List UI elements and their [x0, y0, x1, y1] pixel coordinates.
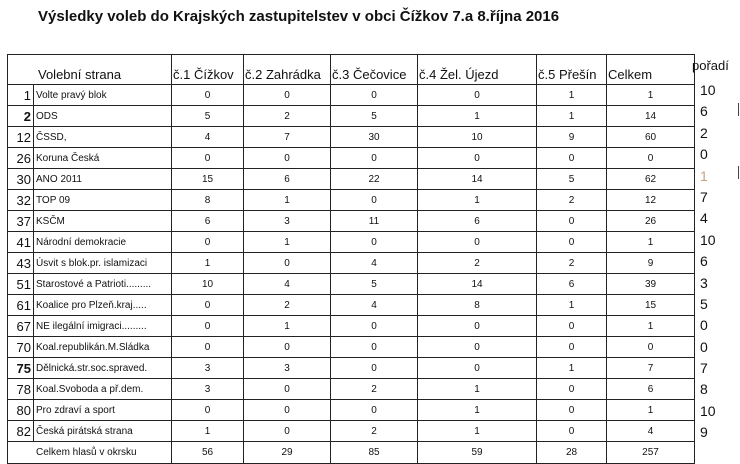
vote-cell: 1: [537, 85, 607, 106]
vote-cell: 8: [418, 295, 537, 316]
vote-cell: 0: [331, 316, 418, 337]
party-name: Starostové a Patrioti.........: [34, 274, 172, 295]
vote-cell: 0: [537, 337, 607, 358]
total-cell: 62: [607, 169, 695, 190]
vote-cell: 0: [244, 253, 331, 274]
header-col2: č.2 Zahrádka: [244, 55, 331, 85]
party-name: Úsvit s blok.pr. islamizaci: [34, 253, 172, 274]
vote-cell: 0: [172, 337, 244, 358]
vote-cell: 0: [172, 85, 244, 106]
header-col1: č.1 Čížkov: [172, 55, 244, 85]
header-col3: č.3 Čečovice: [331, 55, 418, 85]
vote-cell: 11: [331, 211, 418, 232]
table-row: [8, 148, 695, 169]
vote-cell: 0: [418, 316, 537, 337]
total-sum-cell: 85: [331, 442, 418, 464]
party-name: Česká pirátská strana: [34, 421, 172, 442]
vote-cell: 0: [537, 379, 607, 400]
rank-value: 0: [700, 338, 708, 355]
vote-cell: 10: [172, 274, 244, 295]
header-total: Celkem: [607, 55, 695, 85]
vote-cell: 0: [418, 85, 537, 106]
vote-cell: 0: [537, 211, 607, 232]
party-name: ČSSD,: [34, 127, 172, 148]
vote-cell: 6: [537, 274, 607, 295]
vote-cell: 5: [172, 106, 244, 127]
rank-value: 7: [700, 360, 708, 377]
vote-cell: 1: [537, 295, 607, 316]
total-cell: 0: [607, 148, 695, 169]
party-number: 37: [8, 211, 34, 232]
party-name: ODS: [34, 106, 172, 127]
party-number: 41: [8, 232, 34, 253]
vote-cell: 4: [331, 295, 418, 316]
party-number: 82: [8, 421, 34, 442]
party-name: Koruna Česká: [34, 148, 172, 169]
header-col4: č.4 Žel. Újezd: [418, 55, 537, 85]
vote-cell: 3: [172, 358, 244, 379]
vote-cell: 1: [418, 379, 537, 400]
party-number: 26: [8, 148, 34, 169]
party-name: Volte pravý blok: [34, 85, 172, 106]
table-row: [8, 106, 695, 127]
vote-cell: 3: [172, 379, 244, 400]
rank-value: 1: [700, 167, 708, 184]
table-row: [8, 253, 695, 274]
vote-cell: 1: [537, 106, 607, 127]
vote-cell: 0: [172, 232, 244, 253]
vote-cell: 1: [418, 106, 537, 127]
table-row: [8, 316, 695, 337]
vote-cell: 10: [418, 127, 537, 148]
total-sum-cell: 28: [537, 442, 607, 464]
vote-cell: 6: [244, 169, 331, 190]
total-cell: 1: [607, 85, 695, 106]
party-name: Koal.Svoboda a př.dem.: [34, 379, 172, 400]
rank-value: 8: [700, 381, 708, 398]
vote-cell: 1: [418, 421, 537, 442]
vote-cell: 1: [244, 190, 331, 211]
vote-cell: 0: [418, 148, 537, 169]
table-row: [8, 85, 695, 106]
party-number: 12: [8, 127, 34, 148]
vote-cell: 6: [172, 211, 244, 232]
rank-value: 10: [700, 231, 716, 248]
header-rank: pořadí: [692, 58, 729, 73]
vote-cell: 0: [331, 358, 418, 379]
rank-value: 10: [700, 402, 716, 419]
vote-cell: 2: [537, 190, 607, 211]
vote-cell: 0: [537, 232, 607, 253]
party-number: 51: [8, 274, 34, 295]
vote-cell: 0: [331, 400, 418, 421]
rank-value: 4: [700, 210, 708, 227]
party-number: 43: [8, 253, 34, 274]
vote-cell: 3: [244, 211, 331, 232]
total-cell: 12: [607, 190, 695, 211]
vote-cell: 1: [244, 232, 331, 253]
party-name: TOP 09: [34, 190, 172, 211]
total-sum-cell: 257: [607, 442, 695, 464]
vote-cell: 1: [244, 316, 331, 337]
total-cell: 7: [607, 358, 695, 379]
vote-cell: 5: [537, 169, 607, 190]
vote-cell: 0: [331, 148, 418, 169]
header-party: Volební strana: [8, 55, 172, 85]
party-number: 2: [8, 106, 34, 127]
total-cell: 1: [607, 316, 695, 337]
vote-cell: 0: [172, 400, 244, 421]
vote-cell: 0: [537, 421, 607, 442]
rank-value: 6: [700, 103, 708, 120]
rank-value: 0: [700, 146, 708, 163]
total-cell: 15: [607, 295, 695, 316]
vote-cell: 0: [331, 232, 418, 253]
margin-tick: [738, 103, 739, 116]
total-sum-cell: 59: [418, 442, 537, 464]
table-row: [8, 211, 695, 232]
vote-cell: 0: [537, 316, 607, 337]
table-header-row: [8, 55, 695, 85]
rank-value: 3: [700, 274, 708, 291]
page-title: Výsledky voleb do Krajských zastupitelstev v obci Čížkov 7.a 8.října 2016: [38, 8, 560, 25]
vote-cell: 0: [172, 295, 244, 316]
vote-cell: 0: [331, 190, 418, 211]
margin-tick: [738, 166, 739, 179]
table-row: [8, 232, 695, 253]
party-name: Dělnická.str.soc.spraved.: [34, 358, 172, 379]
vote-cell: 0: [418, 358, 537, 379]
total-cell: 4: [607, 421, 695, 442]
party-number: 75: [8, 358, 34, 379]
vote-cell: 0: [244, 379, 331, 400]
party-name: NE ilegální imigraci.........: [34, 316, 172, 337]
vote-cell: 0: [244, 85, 331, 106]
vote-cell: 4: [331, 253, 418, 274]
party-name: Pro zdraví a sport: [34, 400, 172, 421]
table-row: [8, 421, 695, 442]
vote-cell: 0: [244, 148, 331, 169]
party-number: 78: [8, 379, 34, 400]
party-number: 1: [8, 85, 34, 106]
party-name: Koalice pro Plzeň.kraj.....: [34, 295, 172, 316]
vote-cell: 1: [418, 400, 537, 421]
total-row: [8, 442, 695, 464]
party-number: 70: [8, 337, 34, 358]
party-name: Národní demokracie: [34, 232, 172, 253]
rank-value: 9: [700, 424, 708, 441]
vote-cell: 2: [244, 106, 331, 127]
rank-value: 0: [700, 317, 708, 334]
total-cell: 60: [607, 127, 695, 148]
party-number: 32: [8, 190, 34, 211]
total-cell: 1: [607, 400, 695, 421]
vote-cell: 0: [537, 148, 607, 169]
table-row: [8, 400, 695, 421]
table-row: [8, 358, 695, 379]
table-row: [8, 337, 695, 358]
table-row: [8, 379, 695, 400]
vote-cell: 0: [331, 85, 418, 106]
vote-cell: 0: [172, 148, 244, 169]
vote-cell: 1: [172, 421, 244, 442]
party-number: 30: [8, 169, 34, 190]
total-cell: 9: [607, 253, 695, 274]
vote-cell: 14: [418, 169, 537, 190]
vote-cell: 22: [331, 169, 418, 190]
vote-cell: 0: [537, 400, 607, 421]
vote-cell: 6: [418, 211, 537, 232]
results-table: [7, 54, 695, 464]
total-cell: 39: [607, 274, 695, 295]
party-number: 67: [8, 316, 34, 337]
vote-cell: 1: [418, 190, 537, 211]
vote-cell: 0: [331, 337, 418, 358]
vote-cell: 2: [244, 295, 331, 316]
vote-cell: 14: [418, 274, 537, 295]
vote-cell: 0: [244, 400, 331, 421]
total-cell: 1: [607, 232, 695, 253]
table-row: [8, 127, 695, 148]
party-name: KSČM: [34, 211, 172, 232]
vote-cell: 0: [244, 421, 331, 442]
rank-value: 2: [700, 124, 708, 141]
vote-cell: 30: [331, 127, 418, 148]
vote-cell: 3: [244, 358, 331, 379]
table-row: [8, 295, 695, 316]
party-number: 61: [8, 295, 34, 316]
vote-cell: 2: [331, 421, 418, 442]
vote-cell: 8: [172, 190, 244, 211]
table-row: [8, 274, 695, 295]
vote-cell: 0: [418, 337, 537, 358]
total-sum-cell: 56: [172, 442, 244, 464]
table-row: [8, 190, 695, 211]
vote-cell: 0: [418, 232, 537, 253]
total-label: Celkem hlasů v okrsku: [8, 442, 172, 464]
vote-cell: 15: [172, 169, 244, 190]
table-row: [8, 169, 695, 190]
vote-cell: 4: [172, 127, 244, 148]
vote-cell: 7: [244, 127, 331, 148]
total-cell: 0: [607, 337, 695, 358]
total-cell: 6: [607, 379, 695, 400]
vote-cell: 5: [331, 106, 418, 127]
party-name: Koal.republikán.M.Sládka: [34, 337, 172, 358]
vote-cell: 2: [418, 253, 537, 274]
vote-cell: 1: [172, 253, 244, 274]
vote-cell: 4: [244, 274, 331, 295]
rank-column: [700, 80, 730, 444]
party-name: ANO 2011: [34, 169, 172, 190]
vote-cell: 9: [537, 127, 607, 148]
vote-cell: 0: [244, 337, 331, 358]
rank-value: 7: [700, 188, 708, 205]
total-cell: 14: [607, 106, 695, 127]
party-number: 80: [8, 400, 34, 421]
rank-value: 5: [700, 295, 708, 312]
vote-cell: 0: [172, 316, 244, 337]
vote-cell: 2: [537, 253, 607, 274]
total-sum-cell: 29: [244, 442, 331, 464]
vote-cell: 5: [331, 274, 418, 295]
total-cell: 26: [607, 211, 695, 232]
header-col5: č.5 Přešín: [537, 55, 607, 85]
vote-cell: 1: [537, 358, 607, 379]
rank-value: 10: [700, 82, 716, 98]
vote-cell: 2: [331, 379, 418, 400]
rank-value: 6: [700, 253, 708, 270]
